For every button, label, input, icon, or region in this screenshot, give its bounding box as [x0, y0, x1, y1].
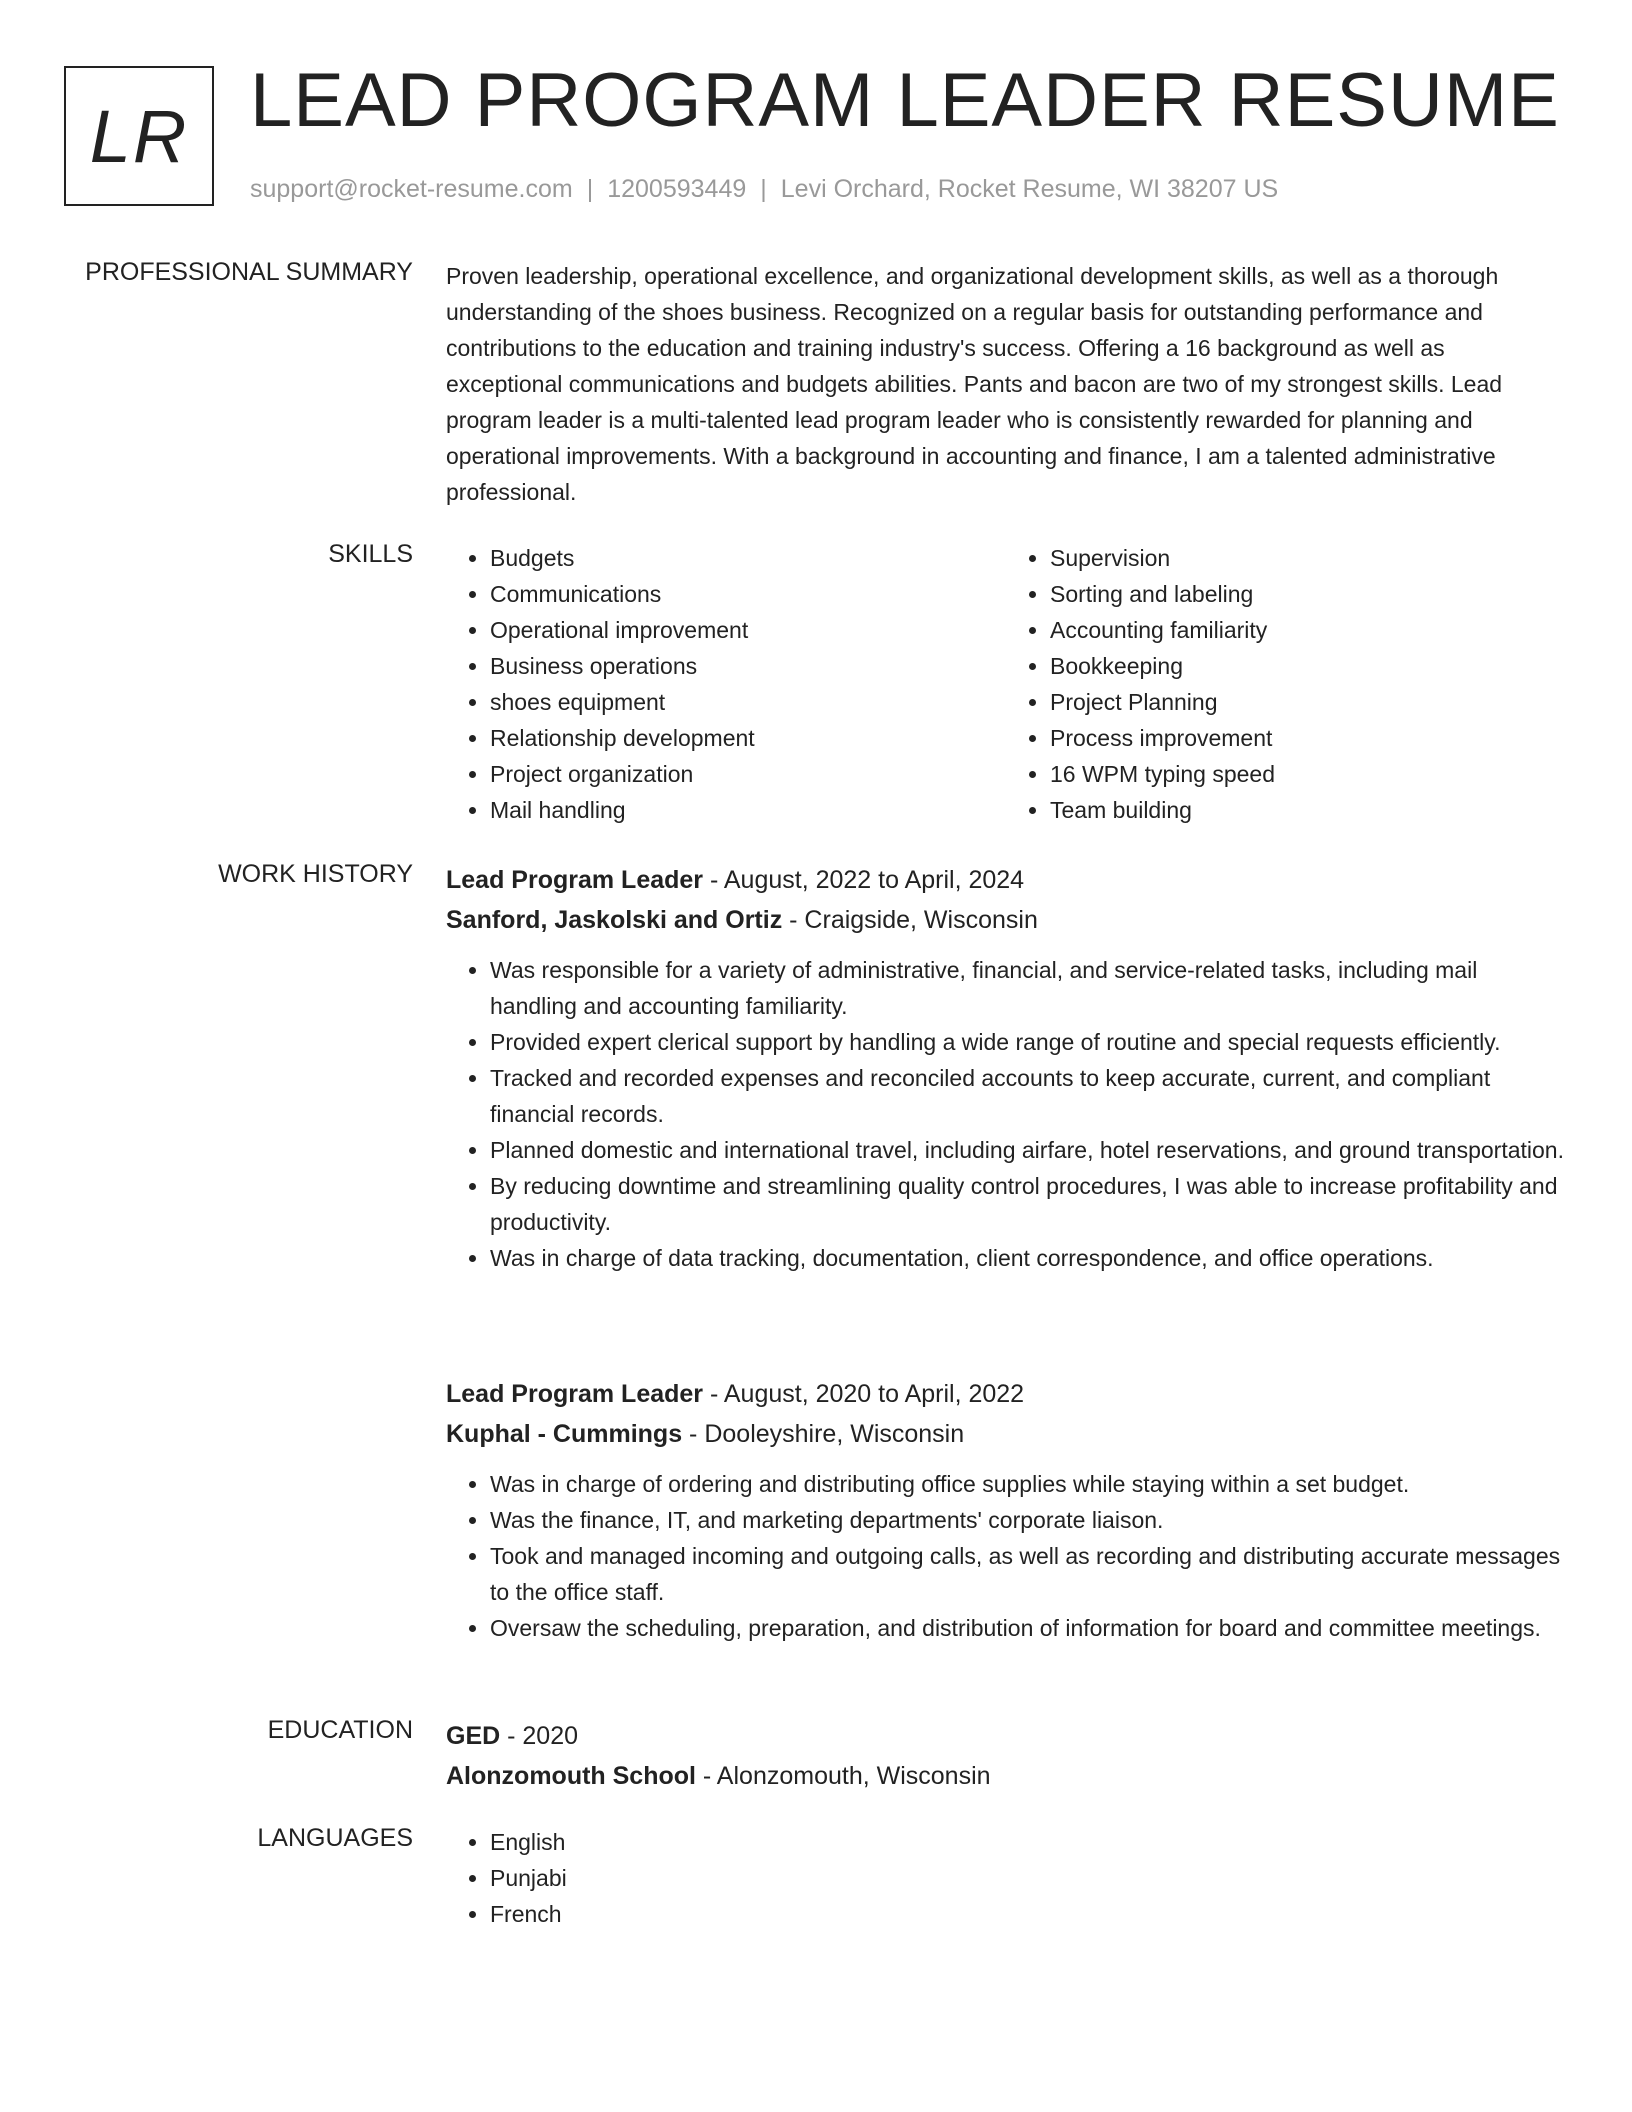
languages-label: LANGUAGES: [257, 1824, 413, 1852]
list-item: • Was the finance, IT, and marketing departments' corporate liaison.: [490, 1502, 1566, 1538]
languages-content: [446, 1824, 1566, 1932]
summary-text: Proven leadership, operational excellence, and organizational development skills, as well as a thorough understanding of the shoes business. Recognized on a regular basis for outstanding performance and contributions to the education and training industry's success. Offering a 16 background as well as exceptional communications and budgets abilities. Pants and bacon are two of my strongest skills. Lead program leader is a multi-talented lead program leader who is consistently rewarded for planning and operational improvements. With a background in accounting and finance, I am a talented administrative professional.: [446, 263, 1503, 505]
school-name: Alonzomouth School: [446, 1762, 696, 1790]
list-item: • Project Planning: [1050, 684, 1566, 720]
job-company: Kuphal - Cummings: [446, 1420, 683, 1448]
list-item: • Relationship development: [490, 720, 1006, 756]
list-item: • Provided expert clerical support by handling a wide range of routine and special requests efficiently.: [490, 1024, 1566, 1060]
list-item: • French: [490, 1896, 1566, 1932]
skills-label: SKILLS: [328, 540, 413, 568]
job-dates: - August, 2020 to April, 2022: [703, 1380, 1025, 1408]
job-title-line: [446, 1374, 1566, 1414]
job-dates: - August, 2022 to April, 2024: [703, 866, 1025, 894]
list-item: • Project organization: [490, 756, 1006, 792]
list-item: • Accounting familiarity: [1050, 612, 1566, 648]
degree-year: - 2020: [500, 1722, 579, 1750]
school-location: - Alonzomouth, Wisconsin: [695, 1762, 991, 1790]
job-bullets: [446, 952, 1566, 1276]
job-bullets: [446, 1466, 1566, 1646]
list-item: • Process improvement: [1050, 720, 1566, 756]
list-item: • Tracked and recorded expenses and reconciled accounts to keep accurate, current, and compliant financial records.: [490, 1060, 1566, 1132]
list-item: • Budgets: [490, 540, 1006, 576]
list-item: • 16 WPM typing speed: [1050, 756, 1566, 792]
skills-list-left: [446, 540, 1006, 828]
list-item: • By reducing downtime and streamlining quality control procedures, I was able to increase profitability and productivity.: [490, 1168, 1566, 1240]
job-location: - Dooleyshire, Wisconsin: [682, 1420, 965, 1448]
list-item: • Sorting and labeling: [1050, 576, 1566, 612]
contact-address: Levi Orchard, Rocket Resume, WI 38207 US: [780, 175, 1279, 203]
summary-label: PROFESSIONAL SUMMARY: [85, 258, 413, 286]
degree-line: [446, 1716, 1566, 1756]
list-item: • Supervision: [1050, 540, 1566, 576]
list-item: • Oversaw the scheduling, preparation, and distribution of information for board and committee meetings.: [490, 1610, 1566, 1646]
skills-content: [446, 540, 1566, 828]
list-item: • Was in charge of data tracking, documentation, client correspondence, and office operations.: [490, 1240, 1566, 1276]
contact-separator: |: [760, 175, 767, 203]
list-item: • Mail handling: [490, 792, 1006, 828]
list-item: • Operational improvement: [490, 612, 1006, 648]
languages-list: [446, 1824, 1566, 1932]
job-location: - Craigside, Wisconsin: [782, 906, 1038, 934]
list-item: • Was in charge of ordering and distributing office supplies while staying within a set budget.: [490, 1466, 1566, 1502]
list-item: • Team building: [1050, 792, 1566, 828]
contact-line: [250, 175, 1278, 204]
school-line: [446, 1756, 1566, 1796]
list-item: • Business operations: [490, 648, 1006, 684]
skills-list-right: [1006, 540, 1566, 828]
job-company-line: [446, 900, 1566, 940]
job-entry: [446, 1374, 1566, 1646]
degree: GED: [446, 1722, 501, 1750]
list-item: • Communications: [490, 576, 1006, 612]
contact-separator: |: [586, 175, 594, 203]
job-entry: [446, 860, 1566, 1276]
job-title-line: [446, 860, 1566, 900]
list-item: • Was responsible for a variety of administrative, financial, and service-related tasks, including mail handling and accounting familiarity.: [490, 952, 1566, 1024]
summary-content: [446, 258, 1566, 510]
education-content: [446, 1716, 1566, 1796]
job-title: Lead Program Leader: [446, 1380, 704, 1408]
list-item: • Planned domestic and international travel, including airfare, hotel reservations, and ground transportation.: [490, 1132, 1566, 1168]
list-item: • shoes equipment: [490, 684, 1006, 720]
list-item: • English: [490, 1824, 1566, 1860]
contact-email: support@rocket-resume.com: [250, 175, 573, 203]
monogram: LR: [64, 66, 214, 206]
work-label: WORK HISTORY: [218, 860, 413, 888]
job-company: Sanford, Jaskolski and Ortiz: [446, 906, 783, 934]
list-item: • Took and managed incoming and outgoing calls, as well as recording and distributing accurate messages to the office staff.: [490, 1538, 1566, 1610]
list-item: • Bookkeeping: [1050, 648, 1566, 684]
contact-phone: 1200593449: [607, 175, 747, 203]
page-title: LEAD PROGRAM LEADER RESUME: [250, 58, 1560, 143]
list-item: • Punjabi: [490, 1860, 1566, 1896]
education-label: EDUCATION: [267, 1716, 413, 1744]
job-title: Lead Program Leader: [446, 866, 704, 894]
job-company-line: [446, 1414, 1566, 1454]
